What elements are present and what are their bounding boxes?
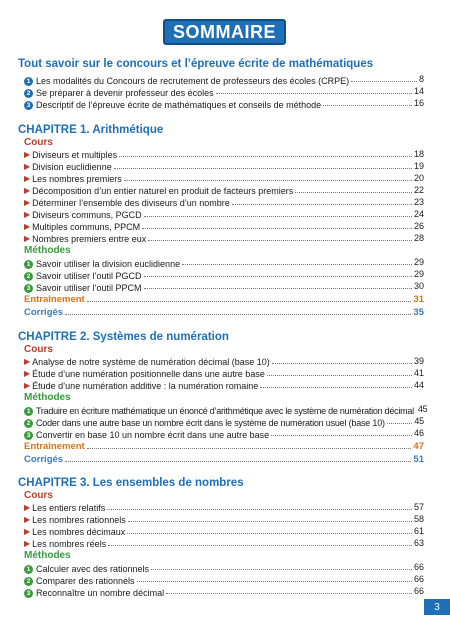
entry-label: Coder dans une autre base un nombre écrit dans le système de numération usuel (base 10) [36,417,385,428]
toc-entry[interactable] [24,356,424,367]
number-badge: 3 [24,589,33,598]
entry-page: 57 [413,502,424,512]
triangle-bullet-icon: ▶ [24,502,31,512]
entry-label: Corrigés [24,454,64,465]
entry-page: 29 [413,257,424,267]
cours-heading: Cours [24,490,53,501]
entry-label: Diviseurs et multiples [32,149,118,160]
triangle-bullet-icon: ▶ [24,356,31,366]
entry-label: Les entiers relatifs [32,502,106,513]
number-badge: 1 [24,77,33,86]
entry-page: 51 [413,454,424,465]
entry-label: Les nombres réels [32,538,107,549]
entrainement-entry[interactable] [24,441,424,452]
dot-leader [267,375,412,376]
number-badge: 2 [24,89,33,98]
triangle-bullet-icon: ▶ [24,538,31,548]
dot-leader [87,301,412,302]
dot-leader [387,423,413,424]
dot-leader [144,288,412,289]
entry-page: 41 [413,368,424,378]
entry-label: Corrigés [24,307,64,318]
toc-entry[interactable] [24,281,424,293]
sommaire-title: SOMMAIRE [173,21,276,42]
number-badge: 3 [24,101,33,110]
dot-leader [114,168,412,169]
toc-entry[interactable] [24,416,424,428]
triangle-bullet-icon: ▶ [24,161,31,171]
entry-label: Les nombres décimaux [32,526,126,537]
entry-page: 44 [413,380,424,390]
toc-entry[interactable] [24,74,424,86]
entry-label: Étude d’une numération additive : la numération romaine [32,380,259,391]
entry-page: 20 [413,173,424,183]
triangle-bullet-icon: ▶ [24,197,31,207]
entry-label: Savoir utiliser l’outil PGCD [36,270,142,281]
entry-page: 39 [413,356,424,366]
entry-label: Reconnaître un nombre décimal [36,587,165,598]
entry-page: 24 [413,209,424,219]
entry-page: 29 [413,269,424,279]
dot-leader [272,363,412,364]
entry-label: Les modalités du Concours de recrutement de professeurs des écoles (CRPE) [36,75,350,86]
page-number: 3 [424,599,450,615]
toc-entry[interactable] [24,197,424,208]
dot-leader [108,545,412,546]
number-badge: 1 [24,565,33,574]
number-badge: 2 [24,272,33,281]
dot-leader [151,569,412,570]
dot-leader [137,581,412,582]
entry-label: Entraînement [24,294,85,305]
entry-page: 28 [413,233,424,243]
entry-page: 30 [413,281,424,291]
entry-page: 16 [413,98,424,108]
number-badge: 3 [24,431,33,440]
entry-label: Étude d’une numération positionnelle dans une autre base [32,368,265,379]
toc-entry[interactable] [24,161,424,172]
entry-label: Nombres premiers entre eux [32,233,147,244]
dot-leader [182,264,412,265]
entry-label: Décomposition d’un entier naturel en produit de facteurs premiers [32,185,294,196]
number-badge: 1 [24,407,33,416]
toc-entry[interactable] [24,86,424,98]
dot-leader [65,461,411,462]
triangle-bullet-icon: ▶ [24,526,31,536]
entry-label: Les nombres premiers [32,173,122,184]
cours-heading: Cours [24,344,53,355]
dot-leader [216,93,412,94]
entry-label: Les nombres rationnels [32,514,126,525]
entry-page: 19 [413,161,424,171]
entry-label: Savoir utiliser l’outil PPCM [36,282,142,293]
methodes-heading: Méthodes [24,550,71,561]
entry-page: 45 [414,416,424,426]
corriges-entry[interactable] [24,307,424,318]
dot-leader [87,448,412,449]
entry-label: Déterminer l’ensemble des diviseurs d’un nombre [32,197,230,208]
toc-entry[interactable] [24,562,424,574]
toc-entry[interactable] [24,538,424,549]
dot-leader [144,276,412,277]
triangle-bullet-icon: ▶ [24,173,31,183]
entry-page: 45 [417,404,428,414]
entry-page: 66 [413,562,424,572]
triangle-bullet-icon: ▶ [24,185,31,195]
number-badge: 3 [24,284,33,293]
toc-entry[interactable] [24,149,424,160]
entry-label: Division euclidienne [32,161,112,172]
dot-leader [107,509,412,510]
chapter-1-title: CHAPITRE 1. Arithmétique [18,124,164,136]
triangle-bullet-icon: ▶ [24,209,31,219]
dot-leader [271,435,412,436]
toc-entry[interactable] [24,98,424,110]
dot-leader [65,314,411,315]
entry-page: 46 [413,428,424,438]
entry-page: 8 [418,74,424,84]
triangle-bullet-icon: ▶ [24,233,31,243]
toc-entry[interactable] [24,428,424,440]
number-badge: 2 [24,577,33,586]
entry-page: 18 [413,149,424,159]
entry-page: 63 [413,538,424,548]
toc-entry[interactable] [24,209,424,220]
entry-page: 14 [413,86,424,96]
entry-label: Calculer avec des rationnels [36,563,150,574]
dot-leader [142,228,412,229]
intro-title: Tout savoir sur le concours et l’épreuve écrite de mathématiques [18,58,374,70]
toc-entry[interactable] [24,269,424,281]
entry-page: 66 [413,574,424,584]
triangle-bullet-icon: ▶ [24,368,31,378]
toc-entry[interactable] [24,185,424,196]
entry-label: Savoir utiliser la division euclidienne [36,258,181,269]
corriges-entry[interactable] [24,454,424,465]
toc-entry[interactable] [24,368,424,379]
triangle-bullet-icon: ▶ [24,149,31,159]
dot-leader [295,192,412,193]
toc-entry[interactable] [24,233,424,244]
entry-page: 58 [413,514,424,524]
cours-heading: Cours [24,137,53,148]
entry-label: Convertir en base 10 un nombre écrit dans une autre base [36,429,270,440]
methodes-heading: Méthodes [24,245,71,256]
entry-label: Multiples communs, PPCM [32,221,141,232]
dot-leader [232,204,412,205]
entry-page: 47 [413,441,424,452]
toc-entry[interactable] [24,586,424,598]
dot-leader [124,180,412,181]
toc-entry[interactable] [24,404,428,416]
entry-page: 35 [413,307,424,318]
dot-leader [323,105,412,106]
entry-page: 66 [413,586,424,596]
toc-entry[interactable] [24,574,424,586]
toc-entry[interactable] [24,257,424,269]
entry-label: Se préparer à devenir professeur des écoles [36,87,214,98]
entrainement-entry[interactable] [24,294,424,305]
sommaire-banner [163,19,286,45]
entry-page: 23 [413,197,424,207]
chapter-2-title: CHAPITRE 2. Systèmes de numération [18,331,229,343]
dot-leader [260,387,412,388]
entry-label: Entraînement [24,441,85,452]
chapter-3-title: CHAPITRE 3. Les ensembles de nombres [18,477,244,489]
toc-entry[interactable] [24,514,424,525]
toc-entry[interactable] [24,173,424,184]
toc-entry[interactable] [24,526,424,537]
dot-leader [119,156,412,157]
toc-entry[interactable] [24,502,424,513]
number-badge: 2 [24,419,33,428]
entry-page: 61 [413,526,424,536]
entry-page: 26 [413,221,424,231]
entry-label: Traduire en écriture mathématique un énoncé d’arithmétique avec le système de numération décimal [36,405,414,416]
dot-leader [127,533,412,534]
entry-label: Diviseurs communs, PGCD [32,209,142,220]
entry-label: Analyse de notre système de numération décimal (base 10) [32,356,270,367]
dot-leader [166,593,412,594]
entry-page: 22 [413,185,424,195]
entry-label: Descriptif de l’épreuve écrite de mathématiques et conseils de méthode [36,99,322,110]
toc-entry[interactable] [24,380,424,391]
dot-leader [351,81,417,82]
dot-leader [128,521,412,522]
triangle-bullet-icon: ▶ [24,221,31,231]
entry-page: 31 [413,294,424,305]
entry-label: Comparer des rationnels [36,575,135,586]
dot-leader [144,216,412,217]
triangle-bullet-icon: ▶ [24,380,31,390]
dot-leader [148,240,412,241]
triangle-bullet-icon: ▶ [24,514,31,524]
methodes-heading: Méthodes [24,392,71,403]
toc-entry[interactable] [24,221,424,232]
number-badge: 1 [24,260,33,269]
